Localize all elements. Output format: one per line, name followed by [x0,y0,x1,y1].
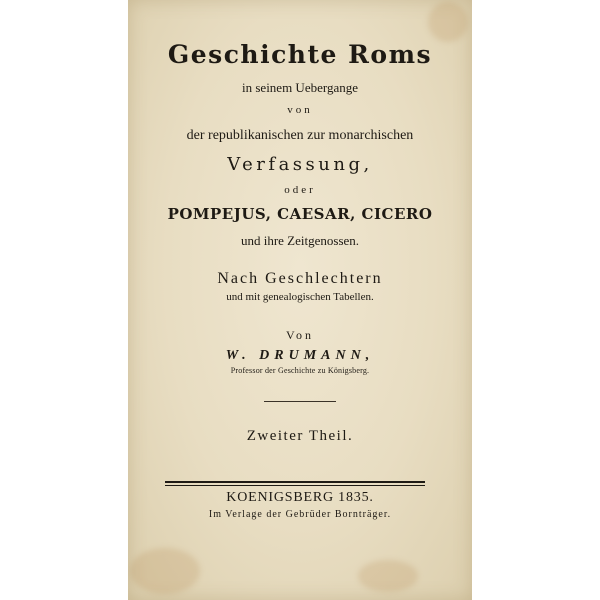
imprint-rule-thick [165,481,425,483]
volume-label: Zweiter Theil. [246,428,354,444]
by-line: Von [285,328,315,342]
names-line: POMPEJUS, CAESAR, CICERO [167,205,433,223]
tables-line: und mit genealogischen Tabellen. [226,291,374,303]
subtitle-line-5: oder [284,184,316,196]
author-title: Professor der Geschichte zu Königsberg. [230,366,370,375]
imprint-place-year: KOENIGSBERG 1835. [226,490,374,505]
contemporaries-line: und ihre Zeitgenossen. [240,233,360,248]
foxing-spot [428,2,468,42]
author-name: W. DRUMANN, [225,348,375,363]
subtitle-line-1: in seinem Uebergange [242,80,358,95]
book-title: Geschichte Roms [167,40,433,69]
imprint-publisher: Im Verlage der Gebrüder Bornträger. [208,509,392,520]
foxing-spot [358,560,418,592]
foxing-spot [130,548,200,594]
divider-rule [264,401,336,402]
arrangement-line: Nach Geschlechtern [217,270,383,287]
subtitle-line-4: Verfassung, [227,154,373,175]
title-page [128,0,472,600]
imprint-rule-thin [165,485,425,486]
subtitle-line-2: von [287,104,313,116]
subtitle-line-3: der republikanischen zur monarchischen [186,128,414,143]
